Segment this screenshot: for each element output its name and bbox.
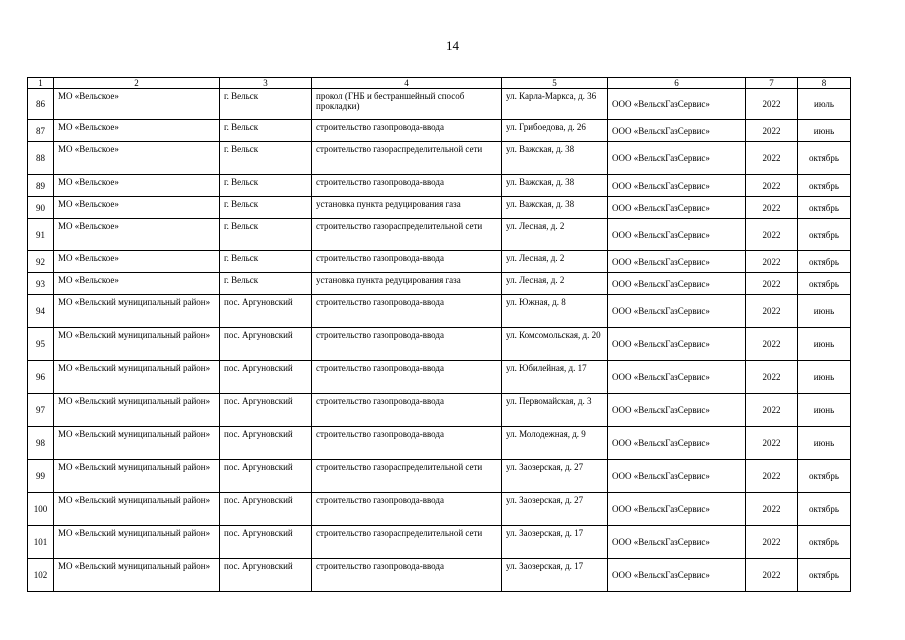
table-row	[28, 493, 851, 526]
month-cell: июнь	[798, 295, 851, 328]
row-number-cell: 91	[28, 219, 54, 251]
executor-cell: ООО «ВельскГазСервис»	[608, 361, 746, 394]
address-cell: ул. Молодежная, д. 9	[502, 427, 608, 460]
settlement-cell: пос. Аргуновский	[220, 493, 312, 526]
executor-cell: ООО «ВельскГазСервис»	[608, 460, 746, 493]
column-header: 1	[28, 78, 54, 89]
row-number-cell: 99	[28, 460, 54, 493]
address-cell: ул. Важская, д. 38	[502, 175, 608, 197]
municipality-cell: МО «Вельское»	[54, 120, 220, 142]
row-number-cell: 96	[28, 361, 54, 394]
municipality-cell: МО «Вельский муниципальный район»	[54, 559, 220, 592]
address-cell: ул. Важская, д. 38	[502, 197, 608, 219]
row-number-cell: 93	[28, 273, 54, 295]
executor-cell: ООО «ВельскГазСервис»	[608, 493, 746, 526]
year-cell: 2022	[746, 559, 798, 592]
work-type-cell: строительство газораспределительной сети	[312, 526, 502, 559]
table-row	[28, 142, 851, 175]
settlement-cell: пос. Аргуновский	[220, 328, 312, 361]
address-cell: ул. Южная, д. 8	[502, 295, 608, 328]
work-type-cell: строительство газопровода-ввода	[312, 295, 502, 328]
municipality-cell: МО «Вельский муниципальный район»	[54, 526, 220, 559]
year-cell: 2022	[746, 89, 798, 120]
address-cell: ул. Заозерская, д. 27	[502, 460, 608, 493]
row-number-cell: 101	[28, 526, 54, 559]
work-type-cell: строительство газопровода-ввода	[312, 493, 502, 526]
column-header: 2	[54, 78, 220, 89]
settlement-cell: г. Вельск	[220, 89, 312, 120]
executor-cell: ООО «ВельскГазСервис»	[608, 559, 746, 592]
year-cell: 2022	[746, 328, 798, 361]
address-cell: ул. Лесная, д. 2	[502, 251, 608, 273]
year-cell: 2022	[746, 295, 798, 328]
month-cell: июнь	[798, 394, 851, 427]
executor-cell: ООО «ВельскГазСервис»	[608, 175, 746, 197]
gas-works-table	[27, 77, 851, 592]
work-type-cell: установка пункта редуцирования газа	[312, 273, 502, 295]
work-type-cell: строительство газопровода-ввода	[312, 120, 502, 142]
municipality-cell: МО «Вельский муниципальный район»	[54, 328, 220, 361]
table-row	[28, 328, 851, 361]
executor-cell: ООО «ВельскГазСервис»	[608, 394, 746, 427]
row-number-cell: 92	[28, 251, 54, 273]
column-header: 8	[798, 78, 851, 89]
year-cell: 2022	[746, 142, 798, 175]
month-cell: октябрь	[798, 526, 851, 559]
address-cell: ул. Юбилейная, д. 17	[502, 361, 608, 394]
municipality-cell: МО «Вельское»	[54, 142, 220, 175]
year-cell: 2022	[746, 427, 798, 460]
municipality-cell: МО «Вельское»	[54, 251, 220, 273]
municipality-cell: МО «Вельский муниципальный район»	[54, 460, 220, 493]
year-cell: 2022	[746, 493, 798, 526]
row-number-cell: 87	[28, 120, 54, 142]
executor-cell: ООО «ВельскГазСервис»	[608, 427, 746, 460]
address-cell: ул. Заозерская, д. 27	[502, 493, 608, 526]
month-cell: июнь	[798, 427, 851, 460]
settlement-cell: г. Вельск	[220, 197, 312, 219]
table-row	[28, 175, 851, 197]
row-number-cell: 100	[28, 493, 54, 526]
executor-cell: ООО «ВельскГазСервис»	[608, 120, 746, 142]
column-header: 4	[312, 78, 502, 89]
executor-cell: ООО «ВельскГазСервис»	[608, 526, 746, 559]
table-row	[28, 361, 851, 394]
month-cell: октябрь	[798, 142, 851, 175]
month-cell: октябрь	[798, 460, 851, 493]
settlement-cell: пос. Аргуновский	[220, 427, 312, 460]
row-number-cell: 98	[28, 427, 54, 460]
work-type-cell: прокол (ГНБ и бестраншейный способ прокладки)	[312, 89, 502, 120]
address-cell: ул. Первомайская, д. 3	[502, 394, 608, 427]
address-cell: ул. Карла-Маркса, д. 36	[502, 89, 608, 120]
row-number-cell: 94	[28, 295, 54, 328]
column-numbers-row	[28, 78, 851, 89]
year-cell: 2022	[746, 394, 798, 427]
municipality-cell: МО «Вельское»	[54, 197, 220, 219]
table-row	[28, 89, 851, 120]
work-type-cell: строительство газопровода-ввода	[312, 328, 502, 361]
work-type-cell: строительство газопровода-ввода	[312, 427, 502, 460]
settlement-cell: пос. Аргуновский	[220, 295, 312, 328]
municipality-cell: МО «Вельский муниципальный район»	[54, 493, 220, 526]
row-number-cell: 97	[28, 394, 54, 427]
municipality-cell: МО «Вельский муниципальный район»	[54, 295, 220, 328]
settlement-cell: г. Вельск	[220, 273, 312, 295]
month-cell: июль	[798, 89, 851, 120]
table-row	[28, 295, 851, 328]
settlement-cell: пос. Аргуновский	[220, 526, 312, 559]
settlement-cell: пос. Аргуновский	[220, 460, 312, 493]
executor-cell: ООО «ВельскГазСервис»	[608, 142, 746, 175]
month-cell: октябрь	[798, 493, 851, 526]
row-number-cell: 95	[28, 328, 54, 361]
address-cell: ул. Лесная, д. 2	[502, 273, 608, 295]
table-row	[28, 273, 851, 295]
table-row	[28, 427, 851, 460]
month-cell: октябрь	[798, 175, 851, 197]
month-cell: октябрь	[798, 559, 851, 592]
column-header: 5	[502, 78, 608, 89]
row-number-cell: 88	[28, 142, 54, 175]
year-cell: 2022	[746, 219, 798, 251]
month-cell: июнь	[798, 120, 851, 142]
row-number-cell: 86	[28, 89, 54, 120]
column-header: 6	[608, 78, 746, 89]
row-number-cell: 102	[28, 559, 54, 592]
municipality-cell: МО «Вельское»	[54, 219, 220, 251]
settlement-cell: пос. Аргуновский	[220, 394, 312, 427]
year-cell: 2022	[746, 251, 798, 273]
table-row	[28, 251, 851, 273]
month-cell: октябрь	[798, 197, 851, 219]
year-cell: 2022	[746, 273, 798, 295]
year-cell: 2022	[746, 526, 798, 559]
municipality-cell: МО «Вельский муниципальный район»	[54, 361, 220, 394]
municipality-cell: МО «Вельское»	[54, 89, 220, 120]
settlement-cell: пос. Аргуновский	[220, 559, 312, 592]
address-cell: ул. Важская, д. 38	[502, 142, 608, 175]
table-row	[28, 197, 851, 219]
settlement-cell: г. Вельск	[220, 120, 312, 142]
municipality-cell: МО «Вельское»	[54, 175, 220, 197]
address-cell: ул. Заозерская, д. 17	[502, 526, 608, 559]
year-cell: 2022	[746, 175, 798, 197]
address-cell: ул. Лесная, д. 2	[502, 219, 608, 251]
work-type-cell: строительство газопровода-ввода	[312, 394, 502, 427]
table-row	[28, 219, 851, 251]
work-type-cell: строительство газораспределительной сети	[312, 219, 502, 251]
column-header: 7	[746, 78, 798, 89]
executor-cell: ООО «ВельскГазСервис»	[608, 197, 746, 219]
month-cell: июнь	[798, 361, 851, 394]
table-row	[28, 120, 851, 142]
executor-cell: ООО «ВельскГазСервис»	[608, 295, 746, 328]
table-row	[28, 526, 851, 559]
work-type-cell: строительство газопровода-ввода	[312, 175, 502, 197]
month-cell: октябрь	[798, 273, 851, 295]
year-cell: 2022	[746, 197, 798, 219]
address-cell: ул. Грибоедова, д. 26	[502, 120, 608, 142]
address-cell: ул. Заозерская, д. 17	[502, 559, 608, 592]
year-cell: 2022	[746, 120, 798, 142]
page-number: 14	[446, 38, 459, 53]
row-number-cell: 90	[28, 197, 54, 219]
work-type-cell: строительство газораспределительной сети	[312, 142, 502, 175]
year-cell: 2022	[746, 361, 798, 394]
table-row	[28, 460, 851, 493]
executor-cell: ООО «ВельскГазСервис»	[608, 251, 746, 273]
month-cell: октябрь	[798, 219, 851, 251]
settlement-cell: г. Вельск	[220, 219, 312, 251]
municipality-cell: МО «Вельский муниципальный район»	[54, 394, 220, 427]
work-type-cell: строительство газопровода-ввода	[312, 559, 502, 592]
table-row	[28, 559, 851, 592]
month-cell: июнь	[798, 328, 851, 361]
executor-cell: ООО «ВельскГазСервис»	[608, 328, 746, 361]
settlement-cell: г. Вельск	[220, 251, 312, 273]
table-row	[28, 394, 851, 427]
settlement-cell: г. Вельск	[220, 142, 312, 175]
work-type-cell: строительство газопровода-ввода	[312, 361, 502, 394]
executor-cell: ООО «ВельскГазСервис»	[608, 219, 746, 251]
work-type-cell: установка пункта редуцирования газа	[312, 197, 502, 219]
row-number-cell: 89	[28, 175, 54, 197]
year-cell: 2022	[746, 460, 798, 493]
executor-cell: ООО «ВельскГазСервис»	[608, 273, 746, 295]
month-cell: октябрь	[798, 251, 851, 273]
column-header: 3	[220, 78, 312, 89]
municipality-cell: МО «Вельский муниципальный район»	[54, 427, 220, 460]
municipality-cell: МО «Вельское»	[54, 273, 220, 295]
work-type-cell: строительство газопровода-ввода	[312, 251, 502, 273]
settlement-cell: пос. Аргуновский	[220, 361, 312, 394]
work-type-cell: строительство газораспределительной сети	[312, 460, 502, 493]
settlement-cell: г. Вельск	[220, 175, 312, 197]
executor-cell: ООО «ВельскГазСервис»	[608, 89, 746, 120]
address-cell: ул. Комсомольская, д. 20	[502, 328, 608, 361]
